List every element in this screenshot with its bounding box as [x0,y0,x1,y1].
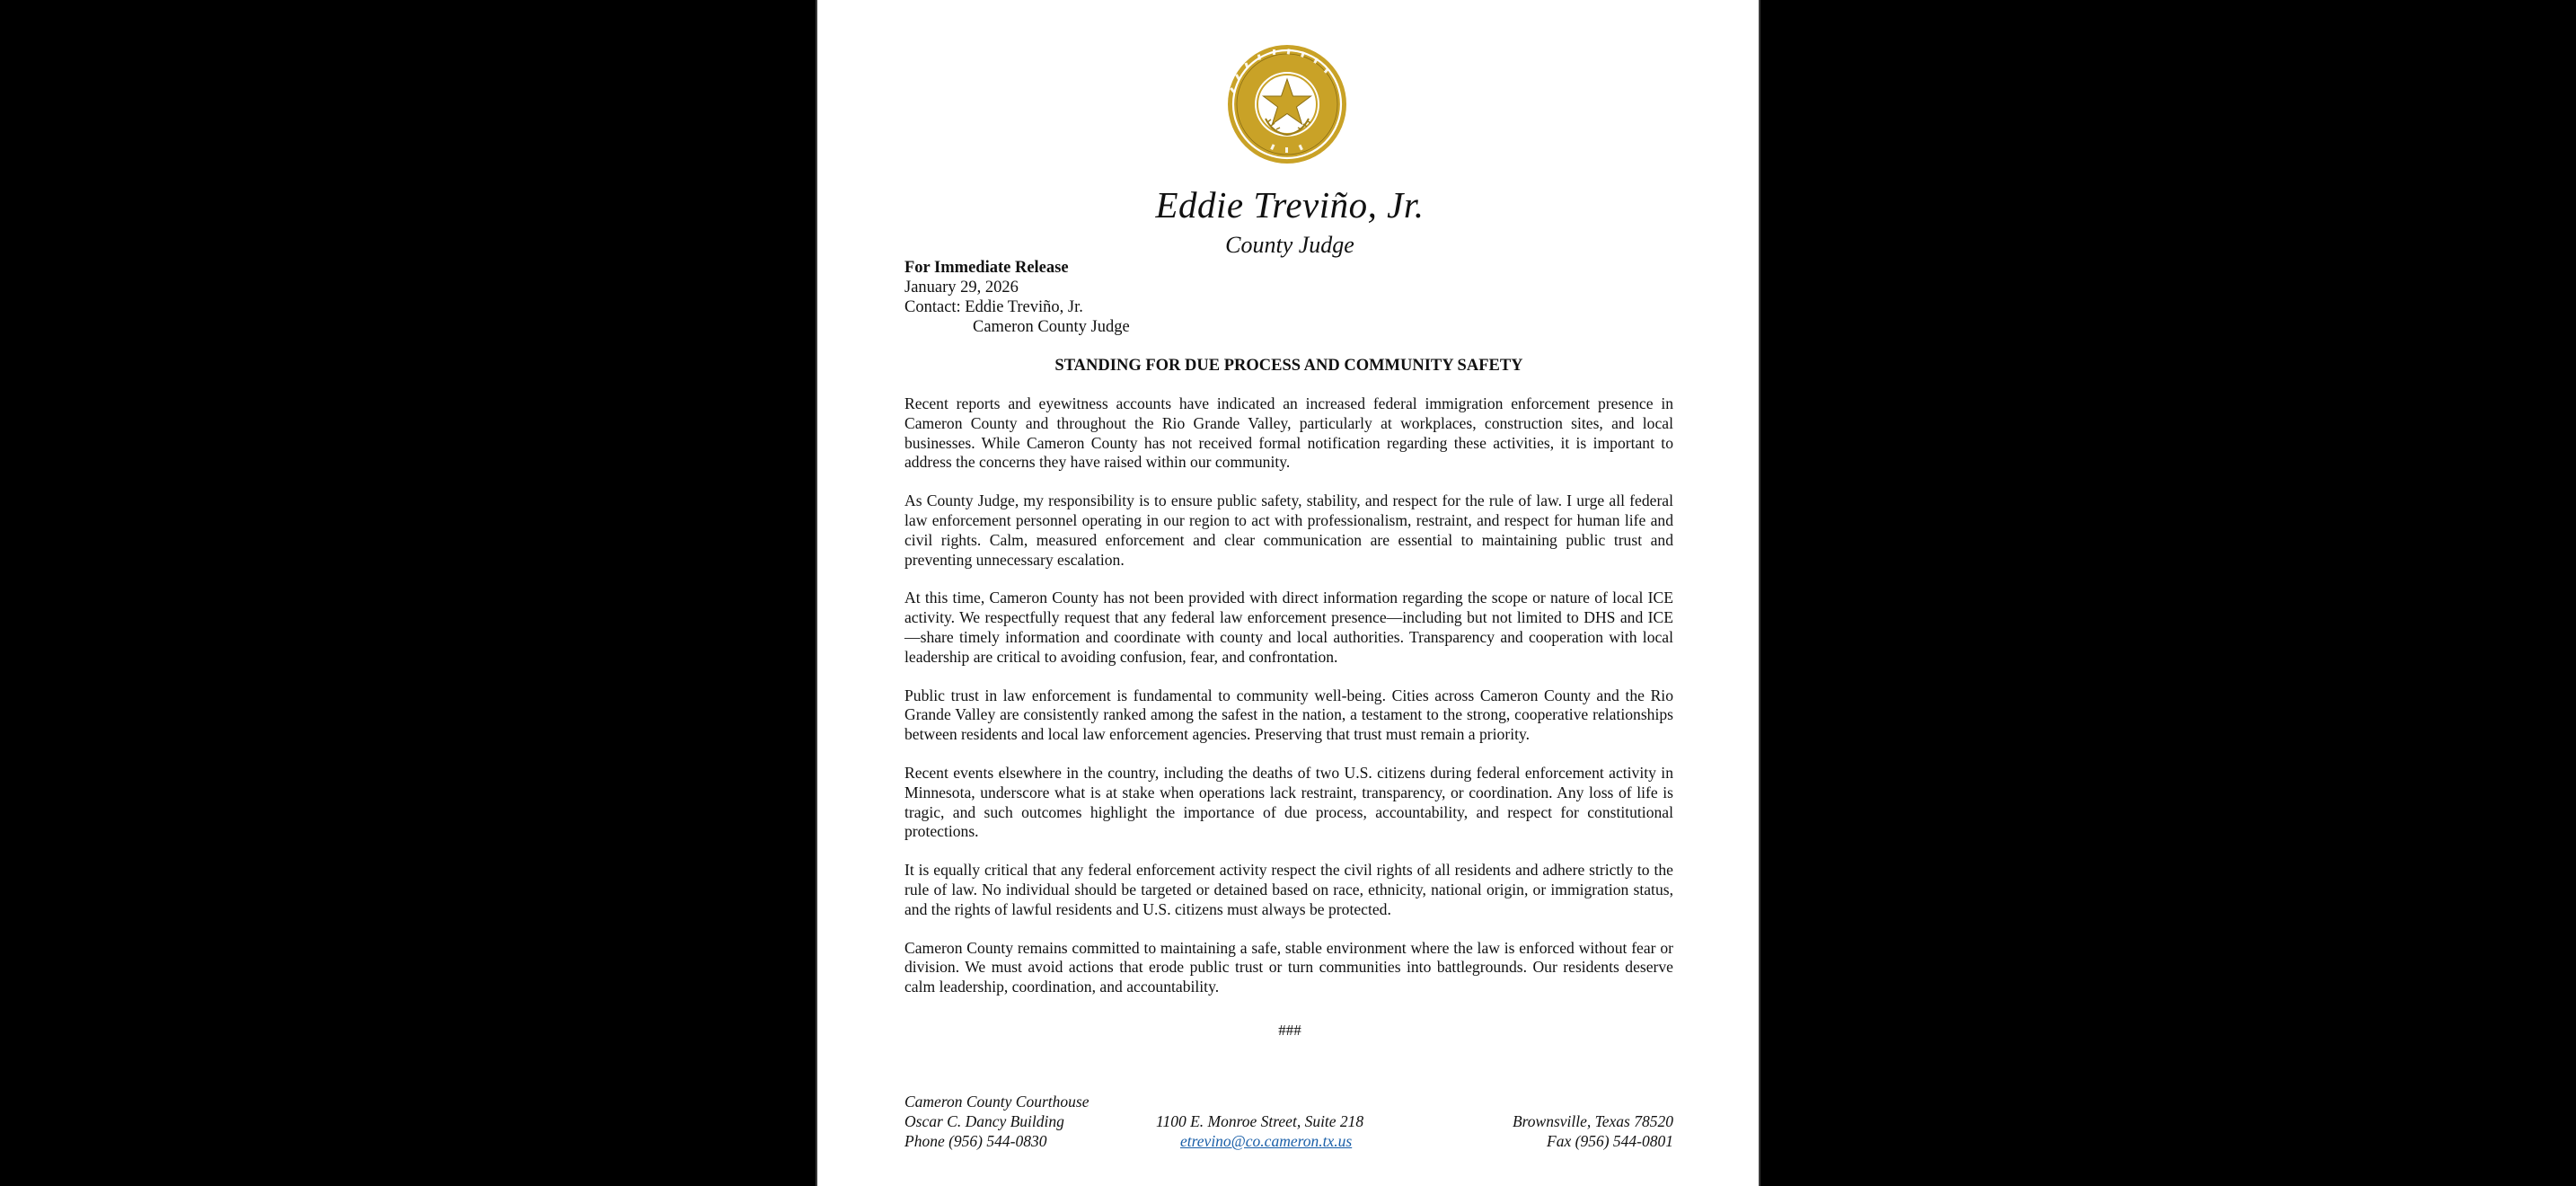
headline: STANDING FOR DUE PROCESS AND COMMUNITY SAFETY [1054,357,1523,375]
end-mark: ### [1278,1022,1301,1039]
letterhead-title: County Judge [1225,232,1354,258]
letterhead-name: Eddie Treviño, Jr. [1155,184,1425,226]
paragraph: It is equally critical that any federal enforcement activity respect the civil rights of all residents and adhere strictly to the rule of law. No individual should be targeted or detained based on race, ethnicity, national origin, or immigration status, and the rights of lawful residents and U.S. citizens must always be protected. [904,861,1673,918]
footer-left [904,1092,1156,1151]
footer-building-name: Cameron County Courthouse [904,1093,1090,1111]
paragraph: Cameron County remains committed to maintaining a safe, stable environment where the law is enforced without fear or division. We must avoid actions that erode public trust or turn communities into battlegrounds. Our residents deserve calm leadership, coordination, and accountability. [904,938,1673,996]
release-date: January 29, 2026 [904,279,1019,296]
release-block [904,258,1623,337]
footer-phone: Phone (956) 544-0830 [904,1132,1047,1150]
footer-city: Brownsville, Texas 78520 [1512,1112,1673,1130]
footer-right [1404,1092,1673,1151]
document-page [816,0,1760,1186]
release-contact-title: Cameron County Judge [973,318,1130,336]
county-seal [1226,43,1348,165]
release-label: For Immediate Release [904,259,1069,277]
footer-fax: Fax (956) 544-0801 [1547,1132,1673,1150]
paragraph: As County Judge, my responsibility is to ensure public safety, stability, and respect for the rule of law. I urge all federal law enforcement personnel operating in our region to act with professionalism, restraint, and respect for human life and civil rights. Calm, measured enforcement and clear communication are essential to maintaining public trust and preventing unnecessary escalation. [904,491,1673,569]
footer [904,1092,1673,1156]
footer-middle [1156,1092,1443,1151]
release-contact: Contact: Eddie Treviño, Jr. [904,298,1083,316]
body-text [904,394,1673,1016]
county-seal-icon [1226,43,1348,165]
footer-email-link[interactable]: etrevino@co.cameron.tx.us [1180,1132,1353,1150]
paragraph: At this time, Cameron County has not been provided with direct information regarding the scope or nature of local ICE activity. We respectfully request that any federal law enforcement presence—including but not limited to DHS and ICE—share timely information and coordinate with county and local authorities. Transparency and cooperation with local leadership are critical to avoiding confusion, fear, and confrontation. [904,589,1673,666]
footer-building: Oscar C. Dancy Building [904,1112,1064,1130]
paragraph: Recent events elsewhere in the country, including the deaths of two U.S. citizens during federal enforcement activity in Minnesota, underscore what is at stake when operations lack restraint, transparency, or coordination. Any loss of life is tragic, and such outcomes highlight the importance of due process, accountability, and respect for constitutional protections. [904,763,1673,841]
paragraph: Recent reports and eyewitness accounts have indicated an increased federal immigration enforcement presence in Cameron County and throughout the Rio Grande Valley, particularly at workplaces, construction sites, and local businesses. While Cameron County has not received formal notification regarding these activities, it is important to address the concerns they have raised within our community. [904,394,1673,472]
footer-address: 1100 E. Monroe Street, Suite 218 [1156,1112,1364,1130]
paragraph: Public trust in law enforcement is fundamental to community well-being. Cities across Cameron County and the Rio Grande Valley are consistently ranked among the safest in the nation, a testament to the strong, cooperative relationships between residents and local law enforcement agencies. Preserving that trust must remain a priority. [904,686,1673,744]
